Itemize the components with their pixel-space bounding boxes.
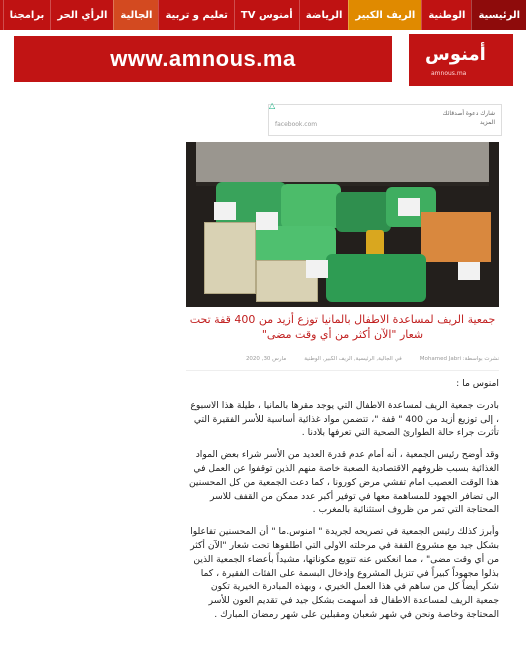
photo-card bbox=[256, 212, 278, 230]
facebook-widget[interactable] bbox=[268, 101, 502, 136]
article-paragraph: وأبرز كذلك رئيس الجمعية في تصريحه لجريدة " امنوس.ما " أن المحسنين تفاعلوا بشكل جيد مع مشروع القفة في مرحلته الاولى التي اطلقوها تحت شعار "الآن أكثر من أي وقت مضى" ، مما انعكس عنه تنويع مكوناتها، مشيداً بأعضاء الجمعية الذين بذلوا مجهوداً كبيراً في تنزيل المشروع وإدخال البسمة على الفئات الفقيرة ، كما شكر أيضاً كل من ساهم في هذا العمل الخيري ، وبهذه المبادرة الخيرية تكون جمعية الريف لمساعدة الاطفال قد أسهمت بشكل جيد في تقديم العون للأسر المحتاجة وخاصة ونحن في شهر شعبان ومقبلين على شهر رمضان المبارك . bbox=[190, 526, 499, 620]
site-header bbox=[0, 30, 526, 92]
article-body bbox=[186, 377, 499, 630]
photo-eggs bbox=[421, 212, 491, 262]
nav-opinion[interactable]: الرأي الحر bbox=[50, 0, 113, 30]
article-meta bbox=[186, 356, 499, 371]
banner-text: www.amnous.ma bbox=[110, 46, 296, 71]
article-photo bbox=[186, 142, 499, 307]
nav-home[interactable]: الرئيسية bbox=[471, 0, 526, 30]
logo-text: أمنوس bbox=[425, 44, 486, 65]
article-date: مارس 30, 2020 bbox=[245, 356, 287, 362]
article-category[interactable]: في الجالية, الرئيسية, الريف الكبير, الوطنية bbox=[304, 356, 402, 362]
nav-sport[interactable]: الرياضة bbox=[299, 0, 349, 30]
photo-box bbox=[204, 222, 256, 294]
site-logo[interactable] bbox=[409, 34, 513, 86]
nav-national[interactable]: الوطنية bbox=[421, 0, 471, 30]
nav-programs[interactable]: برامجنا bbox=[3, 0, 51, 30]
article-title[interactable]: جمعية الريف لمساعدة الاطفال بالمانيا توزع أزيد من 400 قفة تحت شعار "الآن أكثر من أي وقت مضى" bbox=[189, 313, 496, 341]
photo-card bbox=[214, 202, 236, 220]
article-paragraph: وقد أوضح رئيس الجمعية ، أنه أمام عدم قدرة العديد من الأسر شراء بعض المواد الغذائية بسبب ظروفهم الاقتصادية الصعبة خاصة منهم الذين توقفوا عن العمل في هذا الوقت العصيب امام تفشي مرض كورونا ، كما دعت الجمعية من كل المحسنين الى تضافر الجهود للمساهمة معها في توفير أكبر عدد ممكن من القفف للاسر المحتاجة التي تمر من ظروف استثنائية بالمغرب . bbox=[188, 449, 499, 516]
main-nav bbox=[0, 0, 526, 30]
article-paragraph: بادرت جمعية الريف لمساعدة الاطفال التي يوجد مقرها بالمانيا ، طيلة هذا الاسبوع ، إلى توزيع أزيد من 400 " قفة "، تتضمن مواد غذائية أساسية للأسر الفقيرة التي تأثرت جراء حالة الطوارئ الصحية التي تعرفها بلادنا . bbox=[190, 399, 499, 439]
article-paragraph: امنوس ما : bbox=[456, 378, 499, 389]
logo-subtext: amnous.ma bbox=[431, 70, 467, 77]
nav-contact[interactable] bbox=[0, 0, 3, 30]
article-author[interactable]: نشرت بواسطة: Mohamed Jabri bbox=[419, 356, 499, 362]
photo-door bbox=[196, 142, 489, 186]
facebook-widget-line1: شارك دعوة أصدقائك bbox=[442, 110, 495, 117]
photo-bag-green bbox=[281, 184, 341, 228]
ad-banner[interactable] bbox=[14, 36, 392, 82]
nav-education[interactable]: تعليم و تربية bbox=[158, 0, 233, 30]
facebook-widget-url: facebook.com bbox=[275, 121, 318, 128]
photo-card bbox=[306, 260, 328, 278]
photo-card bbox=[458, 262, 480, 280]
photo-bag-green bbox=[336, 192, 391, 232]
nav-rural[interactable]: الريف الكبير bbox=[348, 0, 421, 30]
facebook-widget-line2: المزيد bbox=[479, 119, 495, 126]
close-icon[interactable]: △ bbox=[269, 101, 276, 110]
nav-diaspora[interactable]: الجالية bbox=[113, 0, 158, 30]
photo-bag-green bbox=[326, 254, 426, 302]
photo-card bbox=[398, 198, 420, 216]
nav-tv[interactable]: أمنوس TV bbox=[234, 0, 299, 30]
